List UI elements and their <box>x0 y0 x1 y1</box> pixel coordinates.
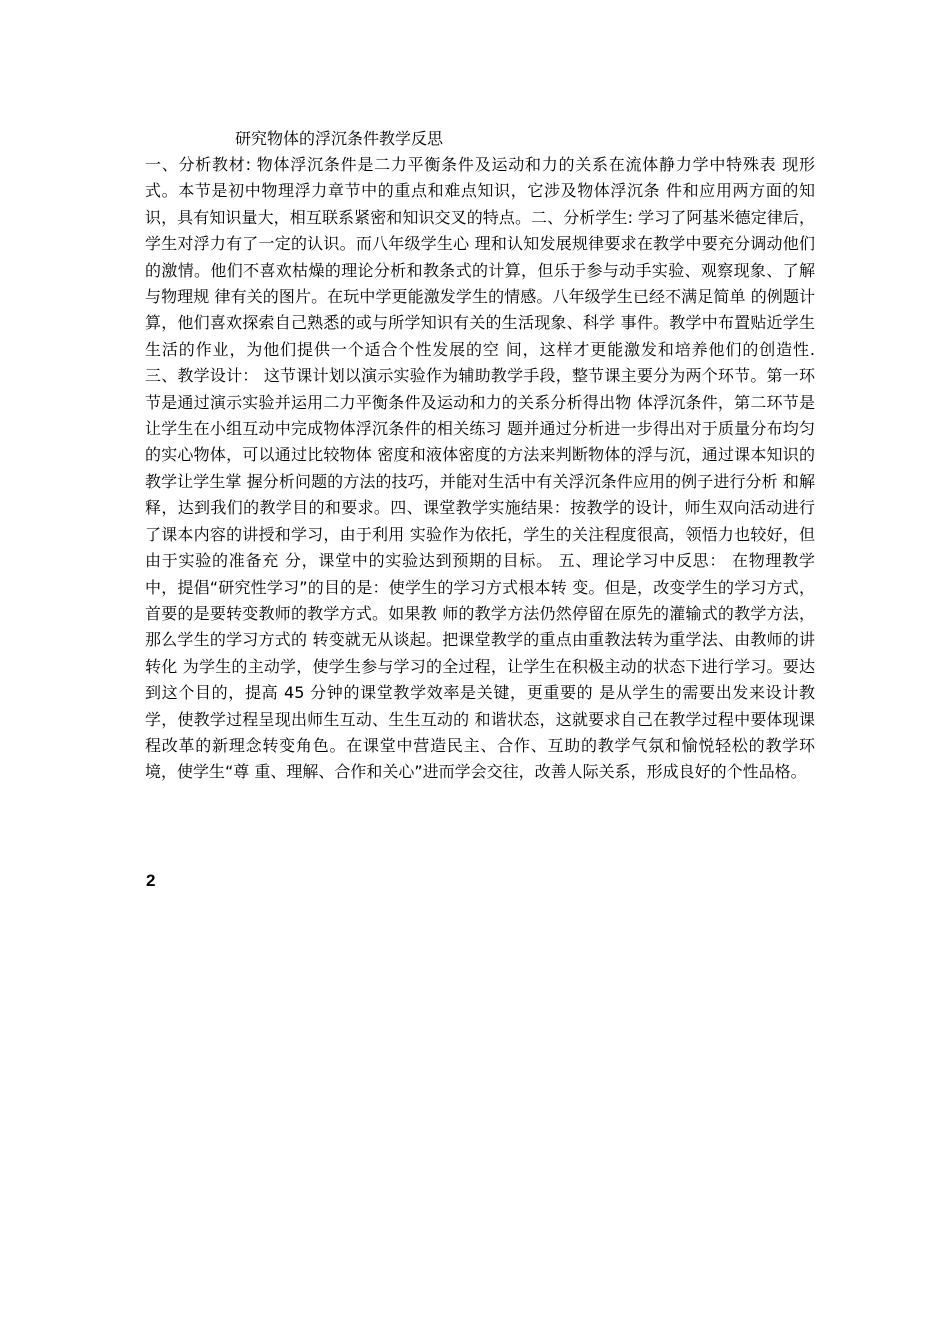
document-title: 研究物体的浮沉条件教学反思 <box>235 129 444 148</box>
document-body-text: 一、分析教材: 物体浮沉条件是二力平衡条件及运动和力的关系在流体静力学中特殊表 现形式。本节是初中物理浮力章节中的重点和难点知识，它涉及物体浮沉条 件和应用两方面的知识，具有知识量大，相互联系紧密和知识交叉的特点。二、分析学生: 学习了阿基米德定律后，学生对浮力有了一定的认识。而八年级学生心 理和认知发展规律要求在教学中要充分调动他们的激情。他们不喜欢枯燥的理论分析和教条式的计算，但乐于参与动手实验、观察现象、了解与物理规 律有关的图片。在玩中学更能激发学生的情感。八年级学生已经不满足简单 的例题计算，他们喜欢探索自己熟悉的或与所学知识有关的生活现象、科学 事件。教学中布置贴近学生生活的作业，为他们提供一个适合个性发展的空 间，这样才更能激发和培养他们的创造性. 三、教学设计： 这节课计划以演示实验作为辅助教学手段，整节课主要分为两个环节。第一环节是通过演示实验并运用二力平衡条件及运动和力的关系分析得出物 体浮沉条件，第二环节是让学生在小组互动中完成物体浮沉条件的相关练习 题并通过分析进一步得出对于质量分布均匀的实心物体，可以通过比较物体 密度和液体密度的方法来判断物体的浮与沉，通过课本知识的教学让学生掌 握分析问题的方法的技巧，并能对生活中有关浮沉条件应用的例子进行分析 和解释，达到我们的教学目的和要求。四、课堂教学实施结果：按教学的设计，师生双向活动进行了课本内容的讲授和学习，由于利用 实验作为依托，学生的关注程度很高，领悟力也较好，但由于实验的准备充 分，课堂中的实验达到预期的目标。 五、理论学习中反思： 在物理教学中，提倡“研究性学习”的目的是：使学生的学习方式根本转 变。但是，改变学生的学习方式，首要的是要转变教师的教学方式。如果教 师的教学方法仍然停留在原先的灌输式的教学方法，那么学生的学习方式的 转变就无从谈起。把课堂教学的重点由重教法转为重学法、由教师的讲转化 为学生的主动学，使学生参与学习的全过程，让学生在积极主动的状态下进行学习。要达到这个目的，提高 45 分钟的课堂教学效率是关键，更重要的 是从学生的需要出发来设计教学，使教学过程呈现出师生互动、生生互动的 和谐状态，这就要求自己在教学过程中要体现课程改革的新理念转变角色。在课堂中营造民主、合作、互助的教学气氛和愉悦轻松的教学环境，使学生“尊 重、理解、合作和关心”进而学会交往，改善人际关系，形成良好的个性品格。 <box>145 155 815 782</box>
page-number: 2 <box>146 871 156 890</box>
